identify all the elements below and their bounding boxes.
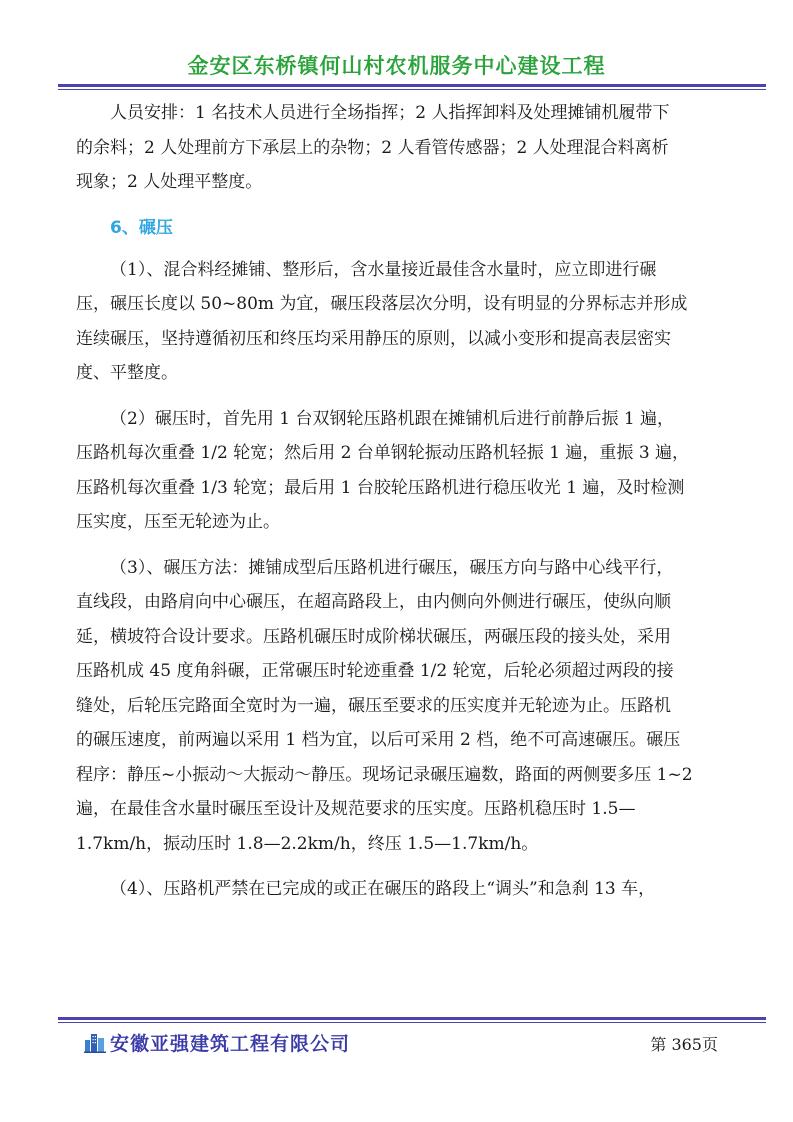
text-line: 连续碾压，坚持遵循初压和终压均采用静压的原则，以减小变形和提高表层密实 [76,328,671,349]
text-line: 压路机每次重叠 1/3 轮宽；最后用 1 台胶轮压路机进行稳压收光 1 遍，及时检测 [76,477,685,498]
text-line: 延，横坡符合设计要求。压路机碾压时成阶梯状碾压，两碾压段的接头处，采用 [76,626,671,647]
text-line: 的余料；2 人处理前方下承层上的杂物；2 人看管传感器；2 人处理混合料离析 [76,137,669,158]
page-header-title: 金安区东桥镇何山村农机服务中心建设工程 [187,54,606,78]
text-line: 压实度，压至无轮迹为止。 [76,512,280,532]
paragraph-rolling-2 [76,402,722,540]
company-name: 安徽亚强建筑工程有限公司 [110,1033,351,1055]
document-body [76,96,722,918]
text-line: 遍，在最佳含水量时碾压至设计及规范要求的压实度。压路机稳压时 1.5— [76,799,636,819]
header-divider [58,84,766,90]
page-footer [84,1027,724,1057]
text-line: 压路机每次重叠 1/2 轮宽；然后用 2 台单钢轮振动压路机轻振 1 遍，重振 3 遍， [76,443,690,463]
section-heading: 6、碾压 [110,217,173,238]
text-line: （3）、碾压方法：摊铺成型后压路机进行碾压，碾压方向与路中心线平行， [110,557,674,578]
text-line: 程序：静压~小振动～大振动～静压。现场记录碾压遍数，路面的两侧要多压 1~2 [76,764,693,785]
text-line: 现象；2 人处理平整度。 [76,172,263,192]
text-line: 缝处，后轮压完路面全宽时为一遍，碾压至要求的压实度并无轮迹为止。压路机 [76,695,671,716]
paragraph-staffing [76,96,722,200]
paragraph-rolling-3 [76,551,722,862]
paragraph-rolling-4 [76,872,722,907]
paragraph-rolling-1 [76,253,722,391]
text-line: 压路机成 45 度角斜碾，正常碾压时轮迹重叠 1/2 轮宽，后轮必须超过两段的接 [76,661,674,681]
text-line: 人员安排：1 名技术人员进行全场指挥；2 人指挥卸料及处理摊铺机履带下 [110,103,670,123]
page-number: 第 365页 [650,1035,718,1054]
text-line: 的碾压速度，前两遍以采用 1 档为宜，以后可采用 2 档，绝不可高速碾压。碾压 [76,730,681,750]
footer-divider [58,1017,766,1023]
text-line: 度、平整度。 [76,363,178,383]
text-line: （1）、混合料经摊铺、整形后，含水量接近最佳含水量时，应立即进行碾 [110,259,657,280]
text-line: （2）碾压时，首先用 1 台双钢轮压路机跟在摊铺机后进行前静后振 1 遍， [110,408,675,429]
text-line: 1.7km/h，振动压时 1.8—2.2km/h，终压 1.5—1.7km/h。 [76,833,539,854]
text-line: （4）、压路机严禁在已完成的或正在碾压的路段上“调头”和急刹 13 车， [110,879,656,899]
text-line: 压，碾压长度以 50~80m 为宜，碾压段落层次分明，设有明显的分界标志并形成 [76,294,688,314]
building-logo-icon [84,1031,106,1053]
text-line: 直线段，由路肩向中心碾压，在超高路段上，由内侧向外侧进行碾压，使纵向顺 [76,592,671,612]
